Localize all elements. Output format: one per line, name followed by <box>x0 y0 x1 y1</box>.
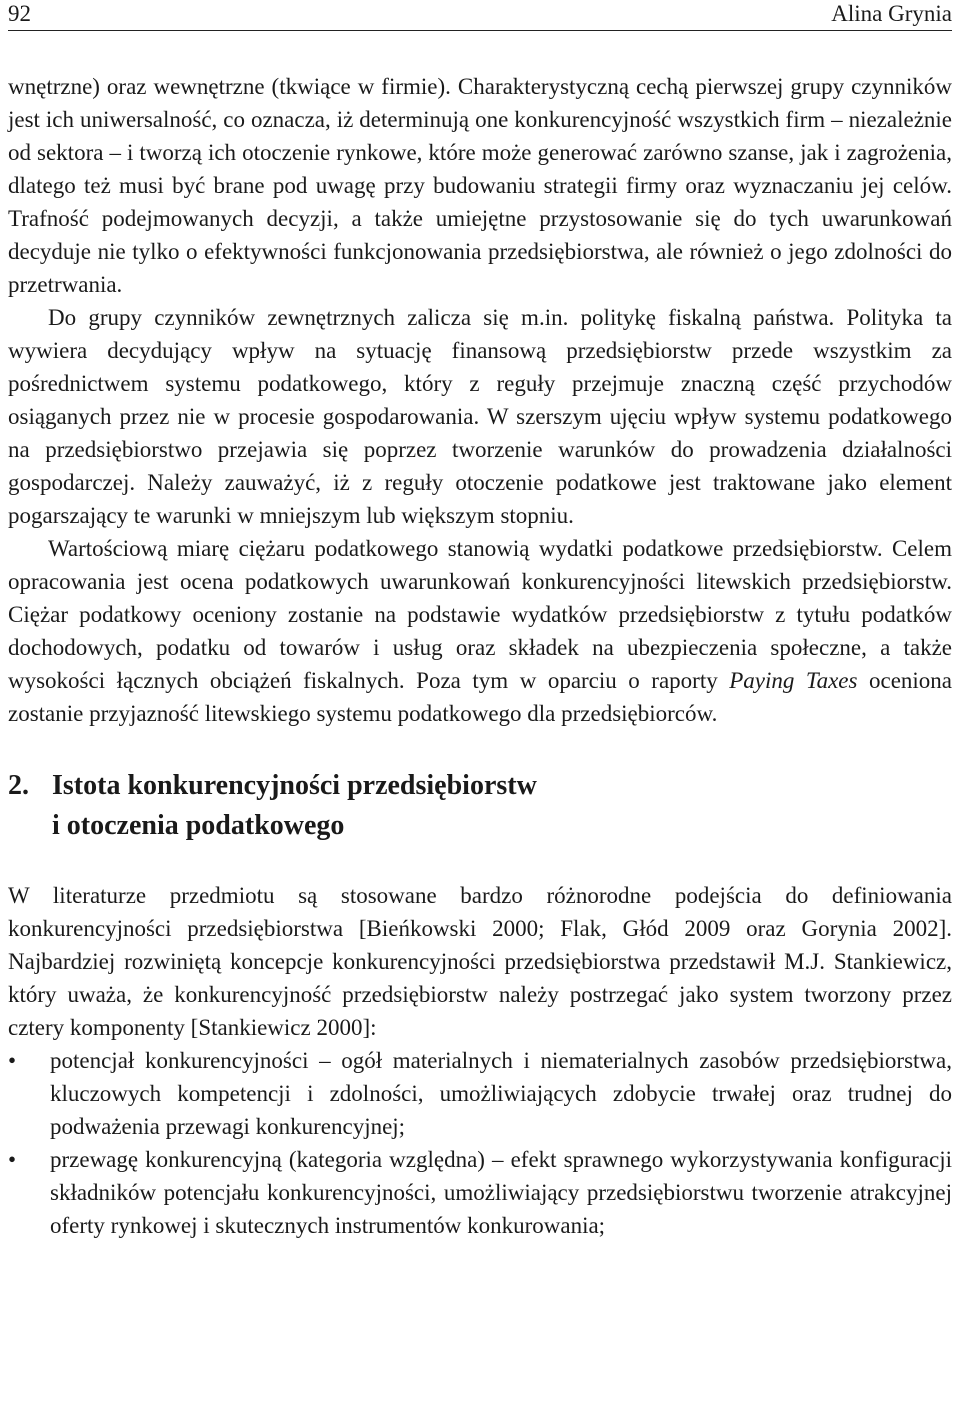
report-title-italic: Paying Taxes <box>729 668 858 693</box>
list-item <box>8 1143 952 1242</box>
section-title-line-2: i otoczenia podatkowego <box>52 810 345 841</box>
paragraph-text: oceniona zostanie przyjazność litewskiego systemu podatkowego dla przedsiębiorców. <box>8 668 952 726</box>
bullet-icon: • <box>8 1147 17 1172</box>
page-content <box>8 70 952 1242</box>
page-header <box>8 0 952 31</box>
list-item-text: potencjał konkurencyjności – ogół materialnych i niematerialnych zasobów przedsiębiorstwa, kluczowych kompetencji i zdolności, umożliwiających zdobycie trwałej oraz trudnej do podważenia przewagi konkurencyjnej; <box>50 1048 952 1139</box>
bullet-icon: • <box>8 1048 17 1073</box>
section-number: 2. <box>8 770 29 801</box>
paragraph-text: Wartościową miarę ciężaru podatkowego stanowią wydatki podatkowe przedsiębiorstw. Celem opracowania jest ocena podatkowych uwarunkowań konkurencyjności litewskich przedsiębiorstw. Ciężar podatkowy oceniony zostanie na podstawie wydatków przedsiębiorstw z tytułu podatków dochodowych, podatku od towarów i usług oraz składek na ubezpieczenia społeczne, a także wysokości łącznych obciążeń fiskalnych. Poza tym w oparciu o raporty <box>8 536 952 693</box>
bullet-list <box>8 1044 952 1242</box>
body-paragraph-2: Do grupy czynników zewnętrznych zalicza się m.in. politykę fiskalną państwa. Polityka ta wywiera decydujący wpływ na sytuację finansową przedsiębiorstw przede wszystkim za pośrednictwem systemu podatkowego, który z reguły przejmuje znaczną część przychodów osiąganych przez nie w procesie gospodarowania. W szerszym ujęciu wpływ systemu podatkowego na przedsiębiorstwo przejawia się poprzez tworzenie warunków do prowadzenia działalności gospodarczej. Należy zauważyć, iż z reguły otoczenie podatkowe jest traktowane jako element pogarszający te warunki w mniejszym lub większym stopniu. <box>8 305 952 528</box>
list-item-text: przewagę konkurencyjną (kategoria względna) – efekt sprawnego wykorzystywania konfiguracji składników potencjału konkurencyjności, umożliwiający przedsiębiorstwu tworzenie atrakcyjnej oferty rynkowej i skutecznych instrumentów konkurowania; <box>50 1147 952 1238</box>
list-item <box>8 1044 952 1143</box>
running-head-author: Alina Grynia <box>831 1 952 26</box>
section-title-line-1: Istota konkurencyjności przedsiębiorstw <box>52 770 537 801</box>
section-title <box>52 766 952 846</box>
section-paragraph: W literaturze przedmiotu są stosowane bardzo różnorodne podejścia do definiowania konkurencyjności przedsiębiorstwa [Bieńkowski 2000; Flak, Głód 2009 oraz Gorynia 2002]. Najbardziej rozwiniętą koncepcje konkurencyjności przedsiębiorstwa przedstawił M.J. Stankiewicz, który uważa, że konkurencyjność przedsiębiorstw należy postrzegać jako system tworzony przez cztery komponenty [Stankiewicz 2000]: <box>8 883 952 1040</box>
section-heading <box>8 766 952 846</box>
page-number: 92 <box>8 1 31 26</box>
body-paragraph-3 <box>8 532 952 730</box>
body-paragraph-1: wnętrzne) oraz wewnętrzne (tkwiące w firmie). Charakterystyczną cechą pierwszej grupy czynników jest ich uniwersalność, co oznacza, iż determinują one konkurencyjność wszystkich firm – niezależnie od sektora – i tworzą ich otoczenie rynkowe, które może generować zarówno szanse, jak i zagrożenia, dlatego też musi być brane pod uwagę przy budowaniu strategii firmy oraz wyznaczaniu jej celów. Trafność podejmowanych decyzji, a także umiejętne przystosowanie się do tych uwarunkowań decyduje nie tylko o efektywności funkcjonowania przedsiębiorstwa, ale również o jego zdolności do przetrwania. <box>8 74 952 297</box>
